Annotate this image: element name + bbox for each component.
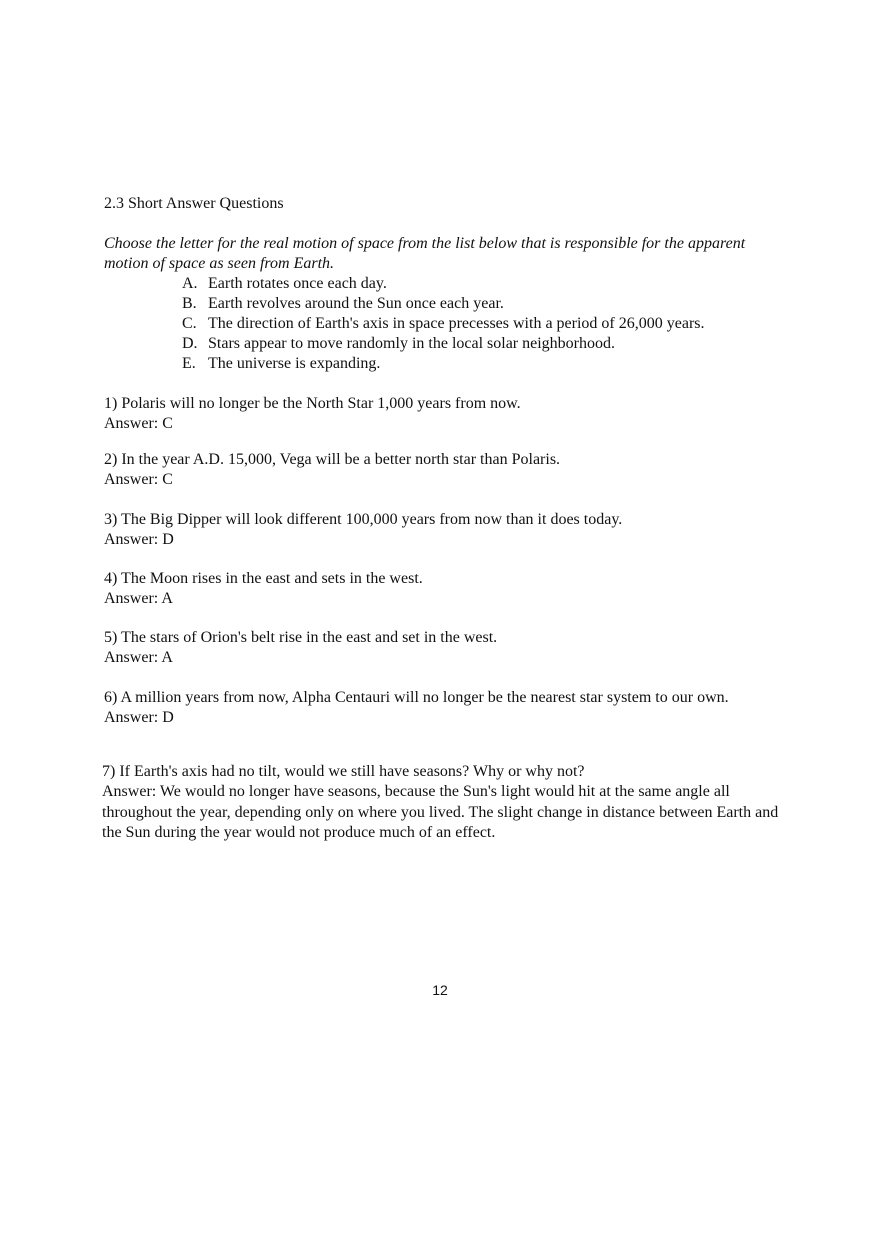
choice-letter: E. [182,355,196,372]
choice-text: The direction of Earth's axis in space precesses with a period of 26,000 years. [208,315,705,332]
answer-text: Answer: D [104,709,174,726]
choice-letter: A. [182,275,198,292]
question-block [104,628,497,668]
choice-letter: B. [182,295,197,312]
question-text: 1) Polaris will no longer be the North Star 1,000 years from now. [104,395,521,412]
choice-list [182,274,705,374]
choice-text: Earth revolves around the Sun once each year. [208,295,504,312]
question-text: 2) In the year A.D. 15,000, Vega will be a better north star than Polaris. [104,451,561,468]
page-number: 12 [432,982,448,998]
question-block [104,569,423,609]
answer-text: Answer: C [104,471,173,488]
question-block [104,394,521,434]
section-heading: 2.3 Short Answer Questions [104,195,284,212]
choice-item [182,294,705,314]
choice-text: Stars appear to move randomly in the local solar neighborhood. [208,335,616,352]
answer-text: Answer: D [104,531,174,548]
choice-text: The universe is expanding. [208,355,381,372]
choice-item [182,274,705,294]
answer-text: Answer: A [104,590,173,607]
instructions: Choose the letter for the real motion of space from the list below that is responsible for the apparent motion of space as seen from Earth. [104,235,746,272]
choice-letter: C. [182,315,197,332]
choice-item [182,334,705,354]
question-block [104,510,622,550]
question-text: 3) The Big Dipper will look different 100,000 years from now than it does today. [104,511,623,528]
question-text: 4) The Moon rises in the east and sets in the west. [104,570,423,587]
question-text: 6) A million years from now, Alpha Centauri will no longer be the nearest star system to our own. [104,689,729,706]
answer-text: Answer: A [104,649,173,666]
question-block [104,688,729,728]
essay-answer-text: Answer: We would no longer have seasons, because the Sun's light would hit at the same angle all throughout the year, depending only on where you lived. The slight change in distance between Earth and the Sun during the year would not produce much of an effect. [102,783,779,841]
choice-item [182,354,705,374]
answer-text: Answer: C [104,415,173,432]
question-text: 5) The stars of Orion's belt rise in the east and set in the west. [104,629,498,646]
choice-item [182,314,705,334]
choice-text: Earth rotates once each day. [208,275,387,292]
question-block [104,450,560,490]
essay-question-text: 7) If Earth's axis had no tilt, would we still have seasons? Why or why not? [102,763,585,780]
choice-letter: D. [182,335,198,352]
essay-question-block [102,762,782,843]
